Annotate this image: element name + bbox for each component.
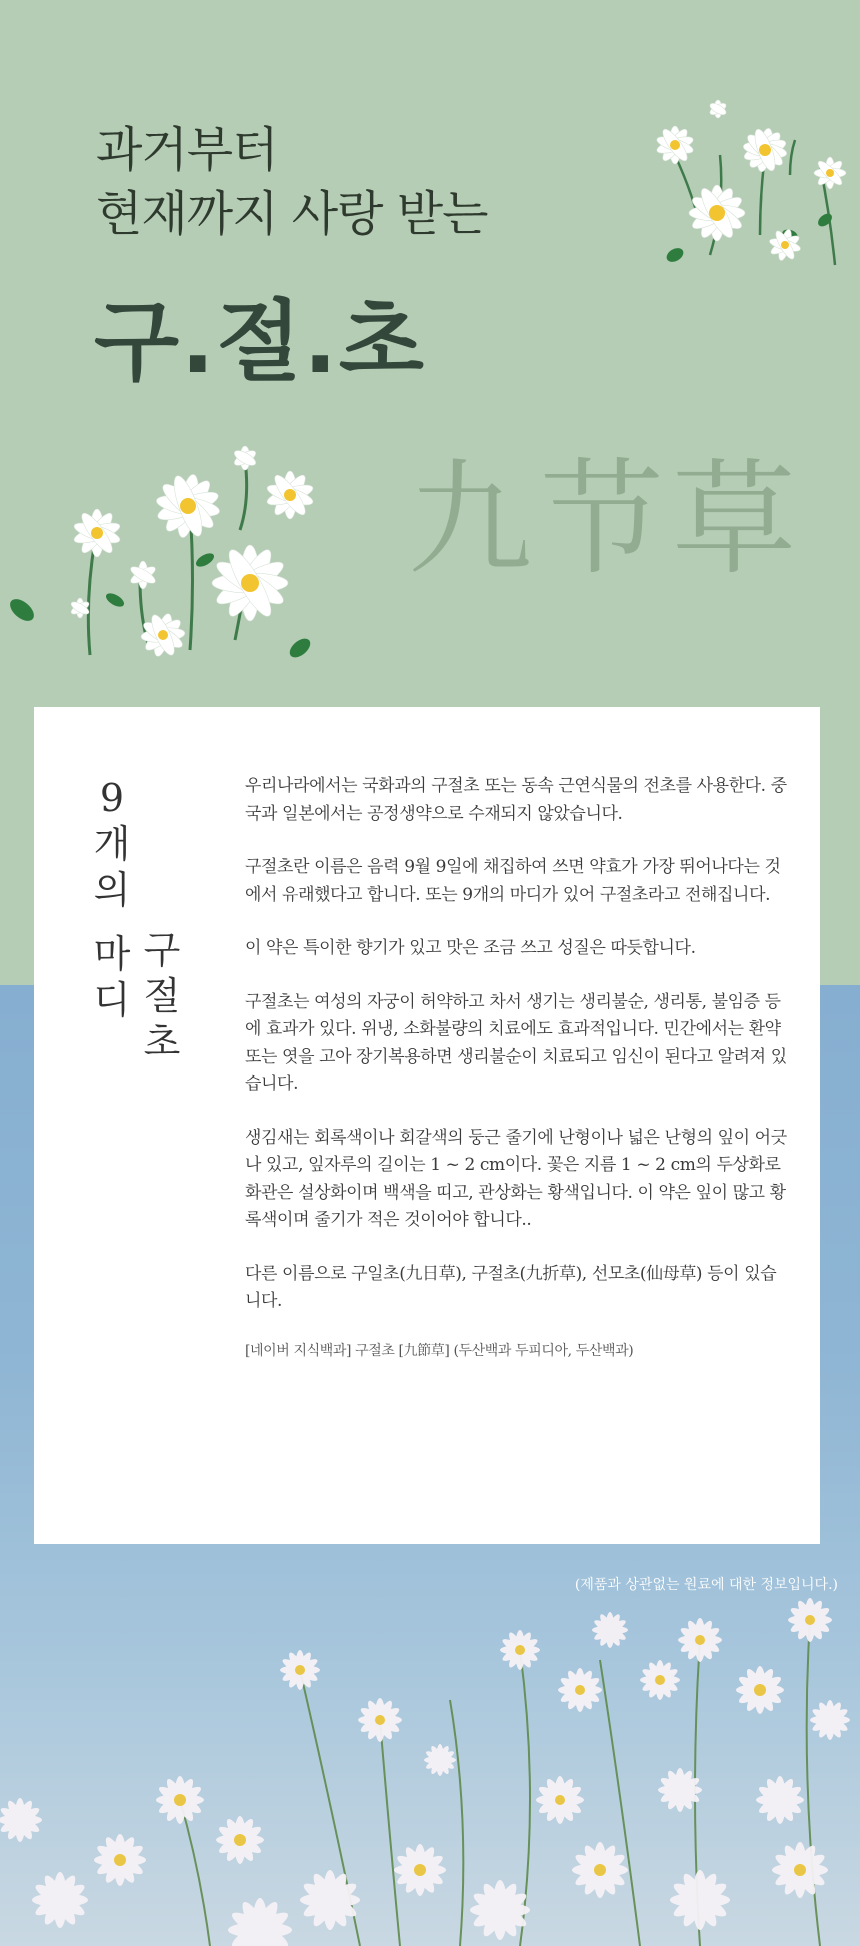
vertical-char: 초	[143, 1020, 181, 1064]
vertical-char: 절	[143, 974, 181, 1018]
hanja-title: 九节草	[408, 448, 805, 592]
vertical-label-right	[138, 927, 186, 1065]
daisy-cluster-top-right-icon	[630, 95, 860, 275]
vertical-char: 마	[93, 932, 131, 976]
daisy-cluster-left-icon	[0, 440, 340, 670]
paragraph: 우리나라에서는 국화과의 구절초 또는 동속 근연식물의 전초를 사용한다. 중국과 일본에서는 공정생약으로 수재되지 않았습니다.	[245, 776, 787, 824]
headline	[96, 118, 487, 246]
info-card	[34, 707, 820, 1544]
paragraph: 구절초는 여성의 자궁이 허약하고 차서 생기는 생리불순, 생리통, 불임증 등에 효과가 있다. 위냉, 소화불량의 치료에도 효과적입니다. 민간에서는 환약 또는 엿을 고아 장기복용하면 생리불순이 치료되고 임신이 된다고 알려져 있습니다.	[245, 991, 787, 1094]
page-title: 구.절.초	[94, 290, 426, 393]
vertical-label-left	[88, 775, 136, 1023]
headline-line-1: 과거부터	[96, 122, 278, 178]
card-body	[245, 773, 790, 1365]
vertical-char: 개	[93, 822, 131, 866]
vertical-char: 구	[143, 928, 181, 972]
headline-line-2: 현재까지 사랑 받는	[96, 186, 488, 242]
vertical-char: 디	[93, 978, 131, 1022]
daisy-field-icon	[0, 1540, 860, 1946]
vertical-char: 9	[99, 776, 125, 820]
paragraph: 생김새는 회록색이나 회갈색의 둥근 줄기에 난형이나 넓은 난형의 잎이 어긋나 있고, 잎자루의 길이는 1 ~ 2 cm이다. 꽃은 지름 1 ~ 2 cm의 두상화로 화관은 설상화이며 백색을 띠고, 관상화는 황색입니다. 이 약은 잎이 많고 황록색이며 줄기가 적은 것이어야 합니다..	[245, 1127, 787, 1230]
source-citation: [네이버 지식백과] 구절초 [九節草] (두산백과 두피디아, 두산백과)	[245, 1342, 634, 1359]
paragraph: 이 약은 특이한 향기가 있고 맛은 조금 쓰고 성질은 따듯합니다.	[245, 938, 696, 958]
paragraph: 구절초란 이름은 음력 9월 9일에 채집하여 쓰면 약효가 가장 뛰어나다는 것에서 유래했다고 합니다. 또는 9개의 마디가 있어 구절초라고 전해집니다.	[245, 857, 781, 905]
paragraph: 다른 이름으로 구일초(九日草), 구절초(九折草), 선모초(仙母草) 등이 있습니다.	[245, 1263, 777, 1311]
disclaimer-note: (제품과 상관없는 원료에 대한 정보입니다.)	[574, 1577, 838, 1593]
vertical-char: 의	[93, 868, 131, 912]
